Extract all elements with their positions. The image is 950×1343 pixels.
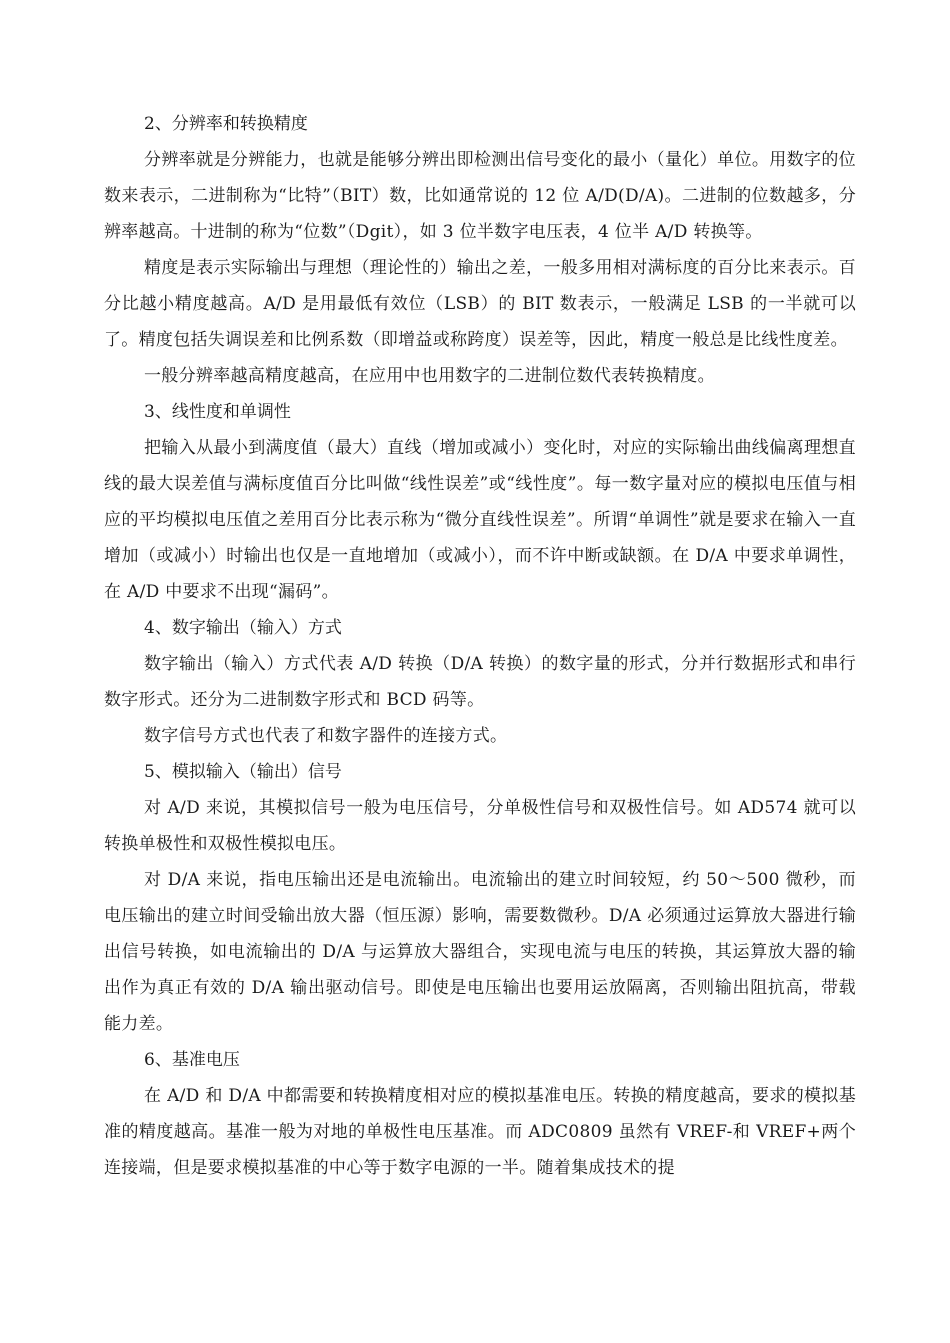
paragraph-accuracy-definition: 精度是表示实际输出与理想（理论性的）输出之差，一般多用相对满标度的百分比来表示。百分比越小精度越高。A/D 是用最低有效位（LSB）的 BIT 数表示，一般满足 LSB 的一半就可以了。精度包括失调误差和比例系数（即增益或称跨度）误差等，因此，精度一般总是比线性度差。 xyxy=(104,258,856,350)
paragraph-linearity-monotonicity: 把输入从最小到满度值（最大）直线（增加或减小）变化时，对应的实际输出曲线偏离理想直线的最大误差值与满标度值百分比叫做“线性误差”或“线性度”。每一数字量对应的模拟电压值与相应的平均模拟电压值之差用百分比表示称为“微分直线性误差”。所谓“单调性”就是要求在输入一直增加（或减小）时输出也仅是一直地增加（或减小），而不许中断或缺额。在 D/A 中要求单调性，在 A/D 中要求不出现“漏码”。 xyxy=(104,438,856,602)
section-heading-reference-voltage: 6、基准电压 xyxy=(144,1050,240,1070)
paragraph-ad-analog-input: 对 A/D 来说，其模拟信号一般为电压信号，分单极性信号和双极性信号。如 AD574 就可以转换单极性和双极性模拟电压。 xyxy=(104,798,856,854)
paragraph-resolution-accuracy-relation: 一般分辨率越高精度越高，在应用中也用数字的二进制位数代表转换精度。 xyxy=(144,366,715,386)
section-heading-analog-io: 5、模拟输入（输出）信号 xyxy=(144,762,342,782)
paragraph-digital-io-format: 数字输出（输入）方式代表 A/D 转换（D/A 转换）的数字量的形式，分并行数据形式和串行数字形式。还分为二进制数字形式和 BCD 码等。 xyxy=(104,654,856,710)
paragraph-da-analog-output: 对 D/A 来说，指电压输出还是电流输出。电流输出的建立时间较短，约 50～500 微秒，而电压输出的建立时间受输出放大器（恒压源）影响，需要数微秒。D/A 必须通过运算放大器进行输出信号转换，如电流输出的 D/A 与运算放大器组合，实现电流与电压的转换，其运算放大器的输出作为真正有效的 D/A 输出驱动信号。即使是电压输出也要用运放隔离，否则输出阻抗高，带载能力差。 xyxy=(104,870,856,1034)
paragraph-reference-voltage: 在 A/D 和 D/A 中都需要和转换精度相对应的模拟基准电压。转换的精度越高，要求的模拟基准的精度越高。基准一般为对地的单极性电压基准。而 ADC0809 虽然有 VREF-和 VREF+两个连接端，但是要求模拟基准的中心等于数字电源的一半。随着集成技术的提 xyxy=(104,1086,856,1178)
paragraph-resolution-definition: 分辨率就是分辨能力，也就是能够分辨出即检测出信号变化的最小（量化）单位。用数字的位数来表示，二进制称为“比特”（BIT）数，比如通常说的 12 位 A/D(D/A)。二进制的位数越多，分辨率越高。十进制的称为“位数”（Dgit），如 3 位半数字电压表，4 位半 A/D 转换等。 xyxy=(104,150,856,242)
section-heading-resolution: 2、分辨率和转换精度 xyxy=(144,114,308,134)
section-heading-linearity: 3、线性度和单调性 xyxy=(144,402,291,422)
section-heading-digital-io: 4、数字输出（输入）方式 xyxy=(144,618,342,638)
paragraph-digital-connection: 数字信号方式也代表了和数字器件的连接方式。 xyxy=(144,726,508,746)
document-body xyxy=(104,106,856,1186)
